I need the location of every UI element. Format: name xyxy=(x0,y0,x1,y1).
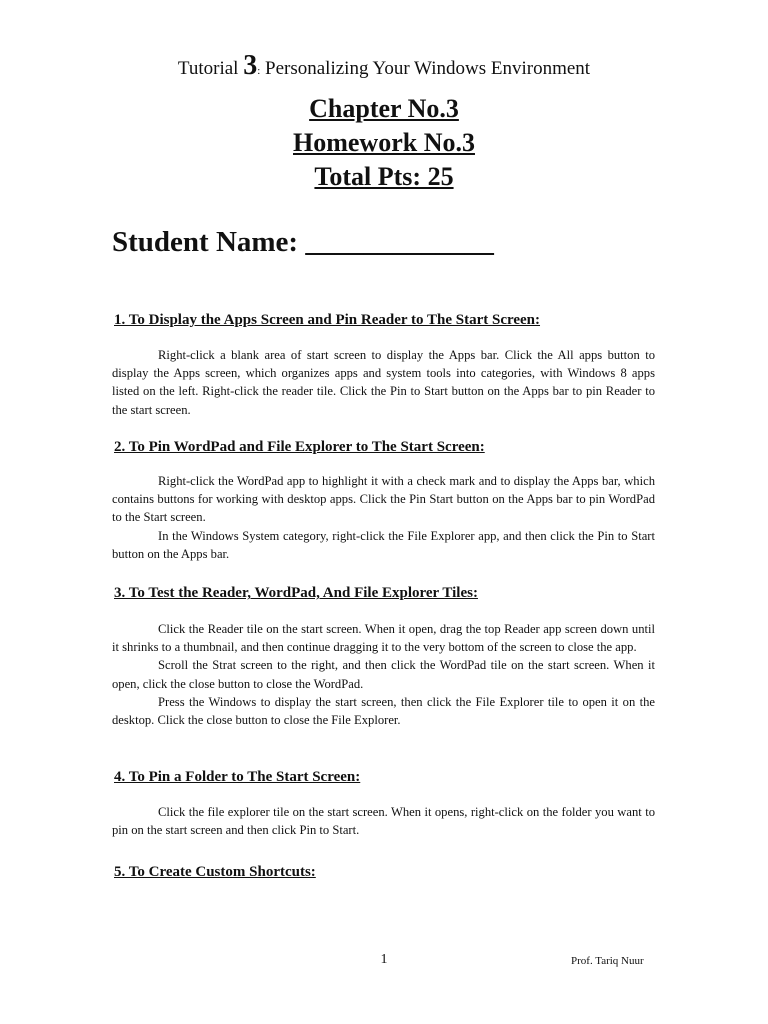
section-heading: 3. To Test the Reader, WordPad, And File Explorer Tiles: xyxy=(114,585,478,601)
section-paragraph: In the Windows System category, right-click the File Explorer app, and then click the Pin to Start button on the Apps bar. xyxy=(112,528,655,561)
tutorial-prefix: Tutorial xyxy=(177,58,244,79)
section-1 xyxy=(112,310,655,419)
section-heading: 4. To Pin a Folder to The Start Screen: xyxy=(114,769,361,785)
section-2 xyxy=(112,437,655,563)
homework-title: Homework No.3 xyxy=(293,128,475,157)
section-heading: 1. To Display the Apps Screen and Pin Reader to The Start Screen: xyxy=(114,312,541,328)
tutorial-separator: : xyxy=(257,65,261,77)
section-heading: 5. To Create Custom Shortcuts: xyxy=(114,864,316,880)
section-4 xyxy=(112,767,655,839)
chapter-title: Chapter No.3 xyxy=(309,94,459,123)
section-paragraph: Right-click the WordPad app to highlight it with a check mark and to display the Apps bar, which contains buttons for working with desktop apps. Click the Pin Start button on the Apps bar to pin WordPad to the Start screen. xyxy=(112,474,655,525)
section-heading: 2. To Pin WordPad and File Explorer to The Start Screen: xyxy=(114,439,485,455)
chapter-heading-block xyxy=(0,92,768,194)
footer-author: Prof. Tariq Nuur xyxy=(571,955,644,967)
page-number: 1 xyxy=(380,952,388,967)
section-paragraph: Click the file explorer tile on the start screen. When it opens, right-click on the folder you want to pin on the start screen and then click Pin to Start. xyxy=(112,805,655,838)
section-paragraph: Right-click a blank area of start screen to display the Apps bar. Click the All apps button to display the Apps screen, which organizes apps and system tools into categories, with Windows 8 apps listed on the left. Right-click the reader tile. Click the Pin to Start button on the Apps bar to pin Reader to the start screen. xyxy=(112,348,655,417)
student-name-field: Student Name: _____________ xyxy=(112,226,494,258)
tutorial-number: 3 xyxy=(243,50,258,81)
section-3 xyxy=(112,583,655,729)
tutorial-title-line xyxy=(0,52,768,85)
section-paragraph: Scroll the Strat screen to the right, and then click the WordPad tile on the start screen. When it open, click the close button to close the WordPad. xyxy=(112,658,655,691)
section-5 xyxy=(112,862,655,882)
section-paragraph: Press the Windows to display the start screen, then click the File Explorer tile to open it on the desktop. Click the close button to close the File Explorer. xyxy=(112,694,655,728)
tutorial-title: Personalizing Your Windows Environment xyxy=(260,58,591,79)
section-paragraph: Click the Reader tile on the start screen. When it open, drag the top Reader app screen down until it shrinks to a thumbnail, and then continue dragging it to the very bottom of the screen to close the app. xyxy=(112,622,655,655)
total-points: Total Pts: 25 xyxy=(314,162,454,191)
